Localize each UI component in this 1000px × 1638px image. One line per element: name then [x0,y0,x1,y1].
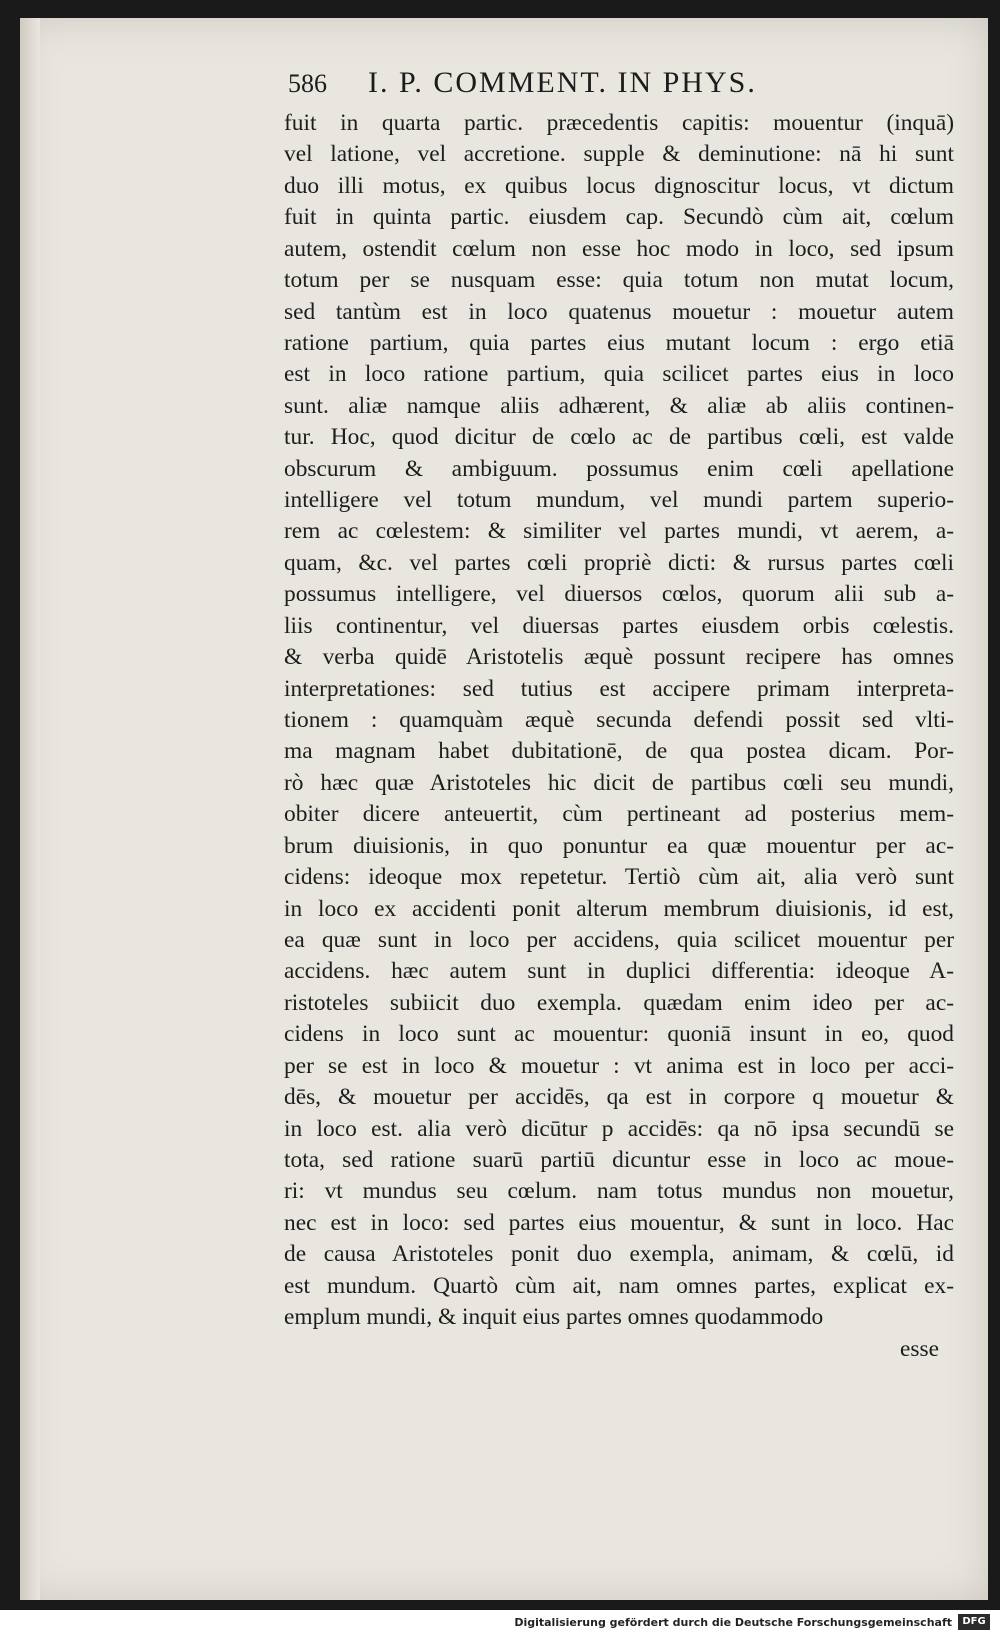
text-line: ratione partium, quia partes eius mutant locum : ergo etiā [284,329,954,356]
page-number: 586 [288,69,327,98]
text-line: intelligere vel totum mundum, vel mundi partem superio- [284,487,954,514]
text-line: in loco ex accidenti ponit alterum membrum diuisionis, id est, [284,895,954,922]
body-text [284,108,954,1333]
text-line: emplum mundi, & inquit eius partes omnes quodammodo [284,1304,824,1331]
text-line: interpretationes: sed tutius est accipere primam interpreta- [284,675,954,702]
text-line: fuit in quinta partic. eiusdem cap. Secundò cùm ait, cœlum [284,204,954,231]
text-line: nec est in loco: sed partes eius mouentur, & sunt in loco. Hac [284,1209,954,1236]
text-line: fuit in quarta partic. præcedentis capitis: mouentur (inquā) [284,110,954,136]
text-line: obiter dicere anteuertit, cùm pertineant ad posterius mem- [284,801,954,828]
catchword: esse [900,1336,939,1362]
text-line: est in loco ratione partium, quia scilicet partes eius in loco [284,361,954,388]
text-line: tur. Hoc, quod dicitur de cœlo ac de partibus cœli, est valde [284,424,954,451]
funding-notice: Digitalisierung gefördert durch die Deutsche Forschungsgemeinschaft [514,1616,952,1629]
text-line: ea quæ sunt in loco per accidens, quia scilicet mouentur per [284,926,954,953]
text-line: cidens: ideoque mox repetetur. Tertiò cùm ait, alia verò sunt [284,864,954,891]
text-line: & verba quidē Aristotelis æquè possunt recipere has omnes [284,644,954,671]
text-line: autem, ostendit cœlum non esse hoc modo in loco, sed ipsum [284,235,954,262]
text-line: duo illi motus, ex quibus locus dignoscitur locus, vt dictum [284,172,954,199]
text-line: obscurum & ambiguum. possumus enim cœli apellatione [284,455,954,482]
text-line: cidens in loco sunt ac mouentur: quoniā insunt in eo, quod [284,1021,954,1048]
text-line: ma magnam habet dubitationē, de qua postea dicam. Por- [284,738,954,765]
text-line: de causa Aristoteles ponit duo exempla, animam, & cœlū, id [284,1241,954,1268]
text-line: rem ac cœlestem: & similiter vel partes mundi, vt aerem, a- [284,518,954,545]
running-head [288,66,928,110]
text-line: accidens. hæc autem sunt in duplici differentia: ideoque A- [284,958,954,985]
text-line: possumus intelligere, vel diuersos cœlos, quorum alii sub a- [284,581,954,608]
text-line: tionem : quamquàm æquè secunda defendi possit sed vlti- [284,707,954,734]
text-line: tota, sed ratione suarū partiū dicuntur esse in loco ac moue- [284,1146,954,1173]
text-line: liis continentur, vel diuersas partes eiusdem orbis cœlestis. [284,612,954,639]
text-line: dēs, & mouetur per accidēs, qa est in corpore q mouetur & [284,1084,954,1111]
dfg-logo-icon: DFG [958,1614,990,1630]
text-line: brum diuisionis, in quo ponuntur ea quæ mouentur per ac- [284,832,954,859]
text-line: sunt. aliæ namque aliis adhærent, & aliæ ab aliis continen- [284,392,954,419]
text-line: quam, &c. vel partes cœli propriè dicti: & rursus partes cœli [284,549,954,576]
text-line: est mundum. Quartò cùm ait, nam omnes partes, explicat ex- [284,1272,954,1299]
text-line: in loco est. alia verò dicūtur p accidēs: qa nō ipsa secundū se [284,1115,954,1142]
text-line: sed tantùm est in loco quatenus mouetur : mouetur autem [284,298,954,325]
text-line: vel latione, vel accretione. supple & deminutione: nā hi sunt [284,141,954,168]
text-line: per se est in loco & mouetur : vt anima est in loco per acci- [284,1052,954,1079]
text-line: ristoteles subiicit duo exempla. quædam enim ideo per ac- [284,989,954,1016]
page-gutter-shadow [20,18,40,1600]
text-line: ri: vt mundus seu cœlum. nam totus mundus non mouetur, [284,1178,954,1205]
text-line: totum per se nusquam esse: quia totum non mutat locum, [284,267,954,294]
running-title: I. P. COMMENT. IN PHYS. [368,66,757,99]
text-line: rò hæc quæ Aristoteles hic dicit de partibus cœli seu mundi, [284,769,954,796]
